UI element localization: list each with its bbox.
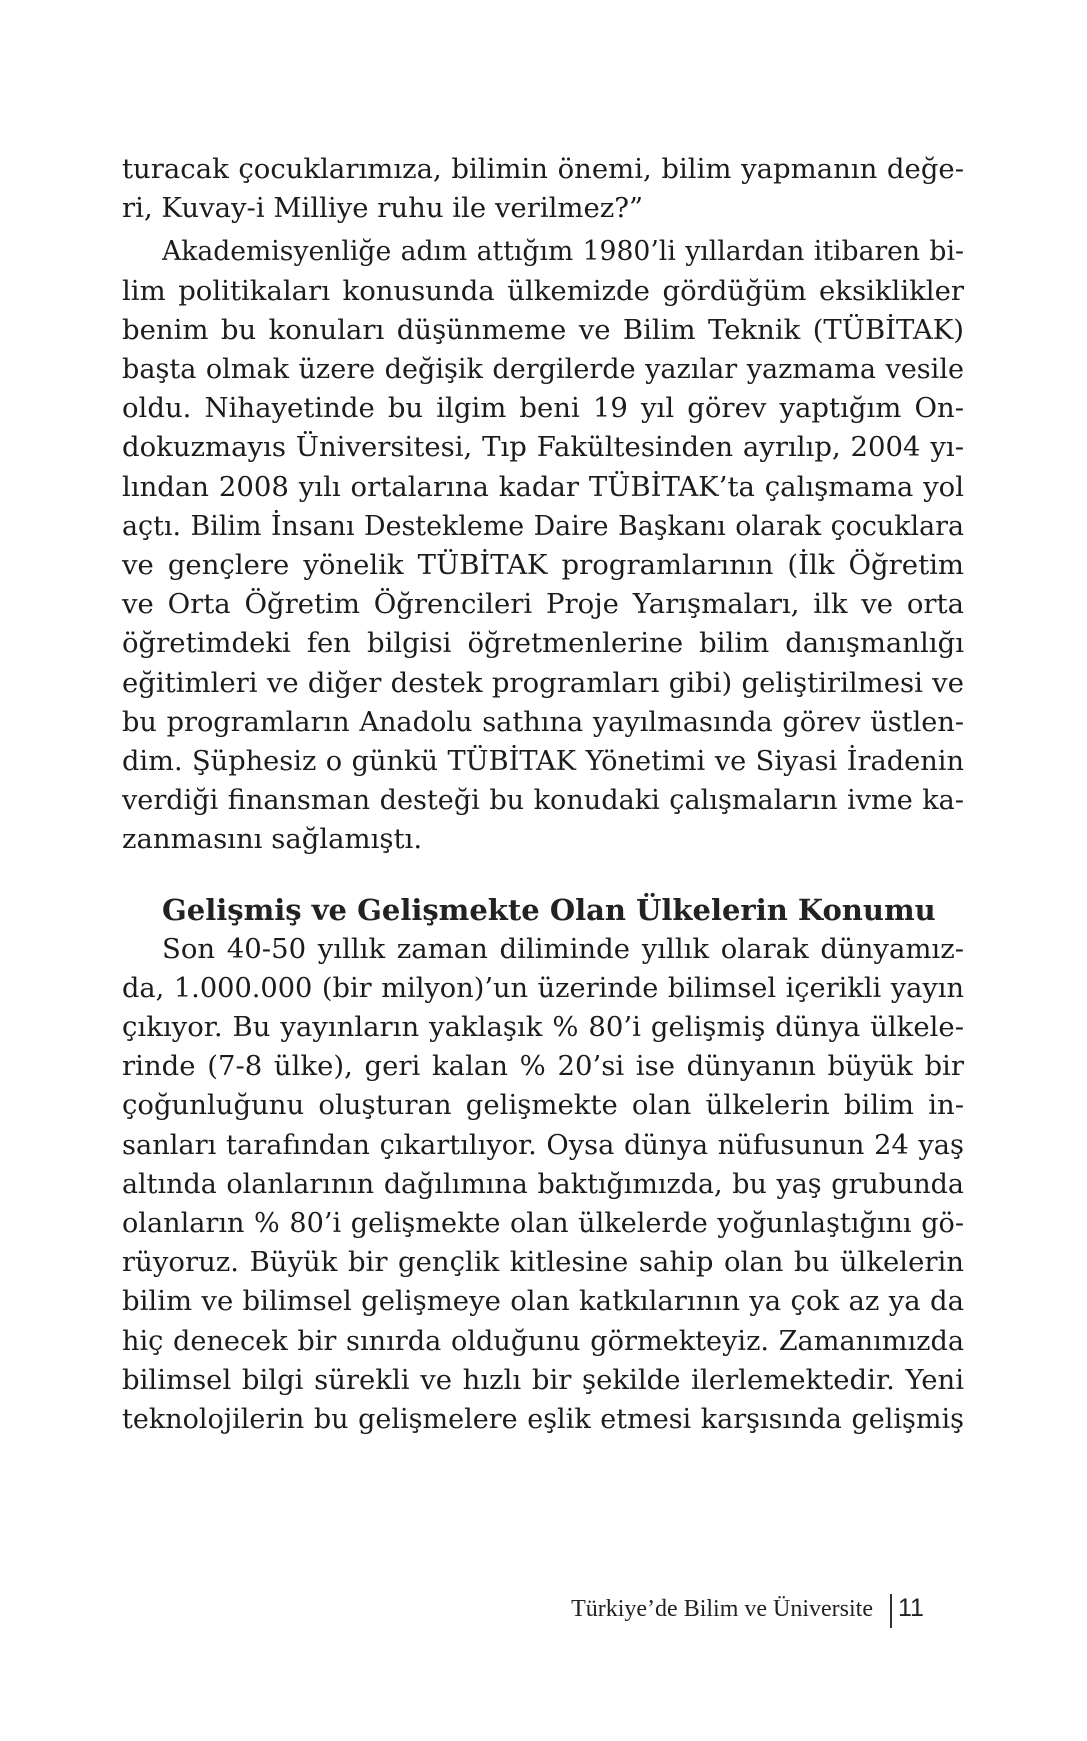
page-body bbox=[122, 150, 964, 1439]
text-line: oldu. Nihayetinde bu ilgim beni 19 yıl görev yaptığım On- bbox=[122, 392, 964, 425]
text-line: bilim ve bilimsel gelişmeye olan katkılarının ya çok az ya da bbox=[122, 1285, 964, 1318]
text-line: çoğunluğunu oluşturan gelişmekte olan ülkelerin bilim in- bbox=[122, 1089, 964, 1122]
text-line: hiç denecek bir sınırda olduğunu görmekteyiz. Zamanımızda bbox=[122, 1325, 964, 1357]
paragraph-1 bbox=[122, 150, 964, 228]
text-line: rüyoruz. Büyük bir gençlik kitlesine sahip olan bu ülkelerin bbox=[122, 1246, 964, 1279]
text-line: ve gençlere yönelik TÜBİTAK programlarının (İlk Öğretim bbox=[122, 549, 964, 582]
text-line: verdiği finansman desteği bu konudaki çalışmaların ivme ka- bbox=[122, 785, 964, 817]
text-line: turacak çocuklarımıza, bilimin önemi, bilim yapmanın değe- bbox=[122, 153, 964, 185]
section-spacer bbox=[122, 860, 964, 890]
text-line: teknolojilerin bu gelişmelere eşlik etmesi karşısında gelişmiş bbox=[122, 1404, 964, 1436]
text-line: sanları tarafından çıkartılıyor. Oysa dünya nüfusunun 24 yaş bbox=[122, 1129, 964, 1161]
text-line: eğitimleri ve diğer destek programları gibi) geliştirilmesi ve bbox=[122, 666, 964, 699]
text-line: dokuzmayıs Üniversitesi, Tıp Fakültesinden ayrılıp, 2004 yı- bbox=[122, 431, 964, 464]
section-heading: Gelişmiş ve Gelişmekte Olan Ülkelerin Konumu bbox=[162, 892, 936, 927]
text-line: zanmasını sağlamıştı. bbox=[122, 823, 423, 856]
text-line: olanların % 80’i gelişmekte olan ülkelerde yoğunlaştığını gö- bbox=[122, 1208, 964, 1240]
text-line: da, 1.000.000 (bir milyon)’un üzerinde bilimsel içerikli yayın bbox=[122, 972, 964, 1004]
text-line: bilimsel bilgi sürekli ve hızlı bir şekilde ilerlemektedir. Yeni bbox=[122, 1363, 964, 1396]
text-line: Akademisyenliğe adım attığım 1980’li yıllardan itibaren bi- bbox=[162, 236, 964, 268]
section-paragraph bbox=[122, 930, 964, 1440]
running-footer-title: Türkiye’de Bilim ve Üniversite bbox=[571, 1596, 873, 1622]
text-line: Son 40-50 yıllık zaman diliminde yıllık olarak dünyamız- bbox=[162, 932, 964, 965]
page-footer bbox=[0, 1592, 930, 1628]
text-line: bu programların Anadolu sathına yayılmasında görev üstlen- bbox=[122, 706, 964, 738]
text-line: dim. Şüphesiz o günkü TÜBİTAK Yönetimi ve Siyasi İradenin bbox=[122, 746, 964, 778]
paragraph-2 bbox=[122, 232, 964, 859]
text-line: benim bu konuları düşünmeme ve Bilim Teknik (TÜBİTAK) bbox=[122, 313, 964, 346]
text-line: çıkıyor. Bu yayınların yaklaşık % 80’i gelişmiş dünya ülkele- bbox=[122, 1011, 964, 1044]
text-line: başta olmak üzere değişik dergilerde yazılar yazmama vesile bbox=[122, 354, 964, 386]
text-line: açtı. Bilim İnsanı Destekleme Daire Başkanı olarak çocuklara bbox=[122, 510, 964, 542]
text-line: altında olanlarının dağılımına baktığımızda, bu yaş grubunda bbox=[122, 1168, 964, 1200]
footer-divider bbox=[890, 1594, 892, 1628]
page-number: 11 bbox=[898, 1594, 924, 1622]
text-line: lından 2008 yılı ortalarına kadar TÜBİTAK’ta çalışmama yol bbox=[122, 470, 964, 503]
text-line: ve Orta Öğretim Öğrencileri Proje Yarışmaları, ilk ve orta bbox=[122, 588, 964, 621]
text-line: ri, Kuvay-i Milliye ruhu ile verilmez?” bbox=[122, 192, 644, 225]
text-line: rinde (7-8 ülke), geri kalan % 20’si ise dünyanın büyük bir bbox=[122, 1050, 964, 1083]
text-line: lim politikaları konusunda ülkemizde gördüğüm eksiklikler bbox=[122, 274, 964, 307]
text-line: öğretimdeki fen bilgisi öğretmenlerine bilim danışmanlığı bbox=[122, 627, 964, 660]
